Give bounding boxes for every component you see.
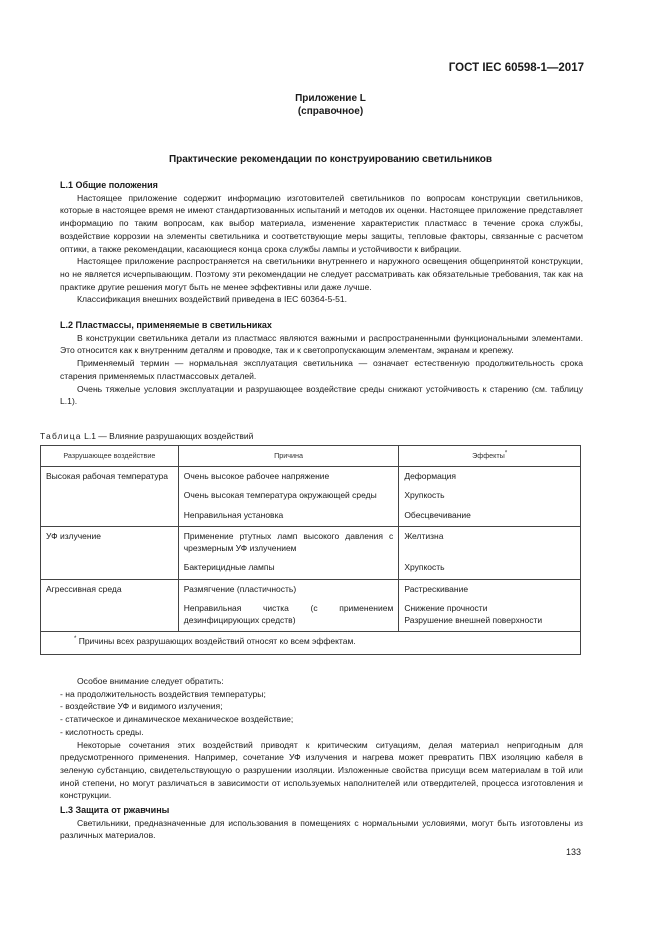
annex-title: Приложение L xyxy=(295,93,366,104)
attention-list xyxy=(60,688,583,739)
list-item: - на продолжительность воздействия температуры; xyxy=(60,688,266,699)
cause-cell: Бактерицидные лампы xyxy=(178,556,399,579)
impact-cell: Агрессивная среда xyxy=(41,579,179,597)
table-note xyxy=(41,632,581,655)
section-l1 xyxy=(60,179,583,306)
list-item: - статическое и динамическое механическое воздействие; xyxy=(60,714,294,725)
cause-cell: Неправильная чистка (с применением дезинфицирующих средств) xyxy=(178,597,399,632)
table-caption-text: L.1 — Влияние разрушающих воздействий xyxy=(84,431,254,441)
impact-cell: УФ излучение xyxy=(41,527,179,557)
paragraph: Классификация внешних воздействий приведена в IEC 60364-5-51. xyxy=(77,294,348,305)
list-intro: Особое внимание следует обратить: xyxy=(77,676,224,686)
table-row xyxy=(41,466,581,484)
effect-cell: Растрескивание xyxy=(399,579,581,597)
paragraph: Светильники, предназначенные для использования в помещениях с нормальными условиями, могут быть изготовлены из различных материалов. xyxy=(60,817,583,841)
footnote-mark: * xyxy=(74,636,77,643)
table-note-row xyxy=(41,632,581,655)
annex-subtitle: (справочное) xyxy=(297,106,364,117)
effect-line: Разрушение внешней поверхности xyxy=(404,614,543,625)
effect-cell xyxy=(399,597,581,632)
section-heading: L.3 Защита от ржавчины xyxy=(60,805,170,816)
header-effects-label: Эффекты xyxy=(472,451,505,460)
effect-cell: Желтизна xyxy=(399,527,581,557)
table-caption xyxy=(40,431,253,441)
table-note-text: Причины всех разрушающих воздействий относят ко всем эффектам. xyxy=(78,636,356,646)
cause-cell: Очень высокая температура окружающей среды xyxy=(178,484,399,504)
section-heading: L.2 Пластмассы, применяемые в светильниках xyxy=(60,320,272,330)
table-row xyxy=(41,527,581,557)
paragraph: Настоящее приложение содержит информацию изготовителей светильников по вопросам конструкции светильников, которые в настоящее время не имеют стандартизованных испытаний и методов их оценки. Настоящее приложение представляет информацию по таким вопросам, как выбор материала, изменение характеристик пластмасс в течение срока службы, воздействие коррозии на элементы светильника и соответствующие меры защиты, тепловые факторы, связанные с расчетом оптики, а также рекомендации, касающиеся конца срока службы лампы и устойчивости к вибрации. xyxy=(60,192,583,254)
impact-cell: Высокая рабочая температура xyxy=(41,466,179,484)
list-item: - воздействие УФ и видимого излучения; xyxy=(60,701,223,712)
effect-cell: Хрупкость xyxy=(399,484,581,504)
header-impact: Разрушающее воздействие xyxy=(41,446,179,467)
impact-table xyxy=(40,445,581,655)
effect-cell: Деформация xyxy=(399,466,581,484)
standard-header: ГОСТ IEC 60598-1—2017 xyxy=(448,62,584,74)
footnote-mark: * xyxy=(504,450,508,457)
paragraph: В конструкции светильника детали из пластмасс являются важными и распространенными функциональными элементами. Это относится как к внутренним деталям и проводке, так и к светопропускающим элементам, экранам и крепежу. xyxy=(60,332,583,356)
table-row xyxy=(41,484,581,504)
header-cause: Причина xyxy=(178,446,399,467)
table-row xyxy=(41,579,581,597)
paragraph: Настоящее приложение распространяется на светильники внутреннего и наружного освещения общепринятой конструкции, но не является исчерпывающим. Поэтому эти рекомендации не следует рассматривать как обязательные требования, так как на практике другие решения могут быть не менее эффективны или даже лучше. xyxy=(60,256,583,292)
section-heading: L.1 Общие положения xyxy=(60,180,158,190)
paragraph: Некоторые сочетания этих воздействий приводят к критическим ситуациям, делая материал непригодным для предусмотренного применения. Например, сочетание УФ излучения и нагрева может превратить ПВХ изоляцию кабеля в зеленую субстанцию, свидетельствующую о разрушении изоляции. Изложенные свойства присущи всем материалам в той или иной степени, но могут различаться в зависимости от используемых наполнителей или отвердителей, процесса изготовления и конструкции. xyxy=(60,739,583,801)
cause-cell: Очень высокое рабочее напряжение xyxy=(178,466,399,484)
main-title: Практические рекомендации по конструированию светильников xyxy=(168,154,493,165)
after-table-text xyxy=(60,675,583,842)
section-l2 xyxy=(60,319,583,408)
table-row xyxy=(41,597,581,632)
effect-cell: Обесцвечивание xyxy=(399,504,581,527)
header-effects xyxy=(399,446,581,467)
table-row xyxy=(41,556,581,579)
table-header-row xyxy=(41,446,581,467)
effect-cell: Хрупкость xyxy=(399,556,581,579)
cause-cell: Неправильная установка xyxy=(178,504,399,527)
cause-cell: Размягчение (пластичность) xyxy=(178,579,399,597)
cause-cell: Применение ртутных ламп высокого давления с чрезмерным УФ излучением xyxy=(178,527,399,557)
table-row xyxy=(41,504,581,527)
page-number: 133 xyxy=(565,847,581,857)
list-item: - кислотность среды. xyxy=(60,726,144,737)
paragraph: Очень тяжелые условия эксплуатации и разрушающее воздействие среды снижают устойчивость к старению (см. таблицу L.1). xyxy=(60,383,583,407)
effect-line: Снижение прочности xyxy=(404,603,488,613)
table-caption-prefix: Таблица xyxy=(40,431,82,441)
paragraph: Применяемый термин — нормальная эксплуатация светильника — означает естественную продолжительность срока старения применяемых пластмассовых деталей. xyxy=(60,358,583,381)
